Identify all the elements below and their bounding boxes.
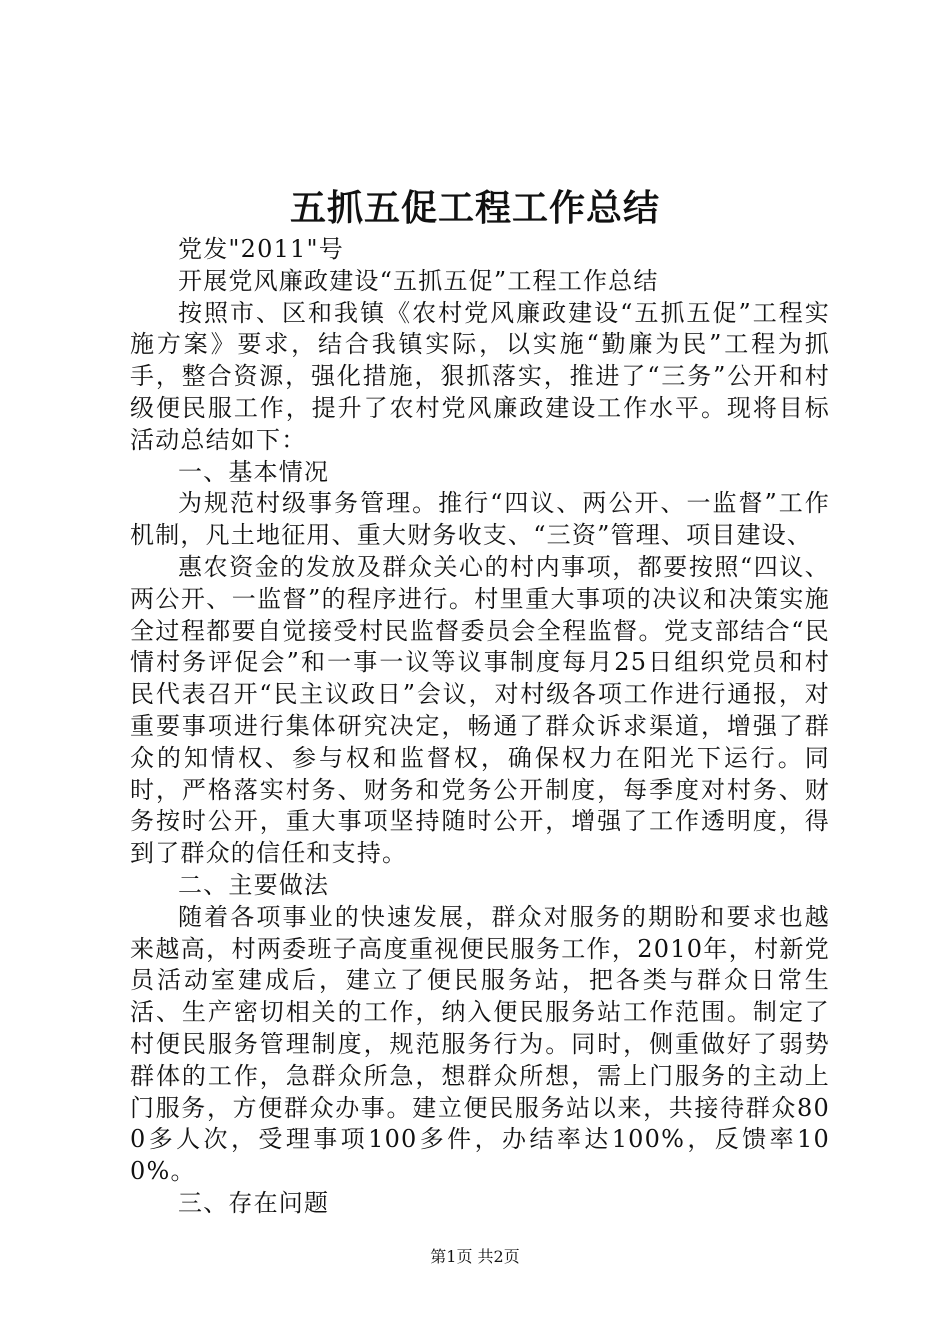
- basic-paragraph-2: 惠农资金的发放及群众关心的村内事项，都要按照“四议、两公开、一监督”的程序进行。村里重大事项的决议和决策实施全过程都要自觉接受村民监督委员会全程监督。党支部结合“民情村务评促会”和一事一议等议事制度每月25日组织党员和村民代表召开“民主议政日”会议，对村级各项工作进行通报，对重要事项进行集体研究决定，畅通了群众诉求渠道，增强了群众的知情权、参与权和监督权，确保权力在阳光下运行。同时，严格落实村务、财务和党务公开制度，每季度对村务、财务按时公开，重大事项坚持随时公开，增强了工作透明度，得到了群众的信任和支持。: [130, 552, 830, 868]
- section-heading-problems: 三、存在问题: [178, 1188, 330, 1217]
- subtitle-line: 开展党风廉政建设“五抓五促”工程工作总结: [178, 266, 659, 295]
- document-title: 五抓五促工程工作总结: [289, 187, 660, 229]
- doc-number-line: 党发"2011"号: [178, 235, 344, 263]
- intro-paragraph: 按照市、区和我镇《农村党风廉政建设“五抓五促”工程实施方案》要求，结合我镇实际，以实施“勤廉为民”工程为抓手，整合资源，强化措施，狠抓落实，推进了“三务”公开和村级便民服工作，提升了农村党风廉政建设工作水平。现将目标活动总结如下：: [130, 298, 830, 454]
- methods-paragraph: 随着各项事业的快速发展，群众对服务的期盼和要求也越来越高，村两委班子高度重视便民服务工作，2010年，村新党员活动室建成后，建立了便民服务站，把各类与群众日常生活、生产密切相关的工作，纳入便民服务站工作范围。制定了村便民服务管理制度，规范服务行为。同时，侧重做好了弱势群体的工作，急群众所急，想群众所想，需上门服务的主动上门服务，方便群众办事。建立便民服务站以来，共接待群众800多人次，受理事项100多件，办结率达100%，反馈率100%。: [130, 902, 830, 1186]
- basic-paragraph-1: 为规范村级事务管理。推行“四议、两公开、一监督”工作机制，凡土地征用、重大财务收支、“三资”管理、项目建设、: [130, 489, 830, 550]
- page-footer: 第1页 共2页: [430, 1247, 520, 1266]
- document-body: [130, 234, 830, 1220]
- section-heading-basic: 一、基本情况: [178, 457, 330, 486]
- section-heading-methods: 二、主要做法: [178, 870, 330, 899]
